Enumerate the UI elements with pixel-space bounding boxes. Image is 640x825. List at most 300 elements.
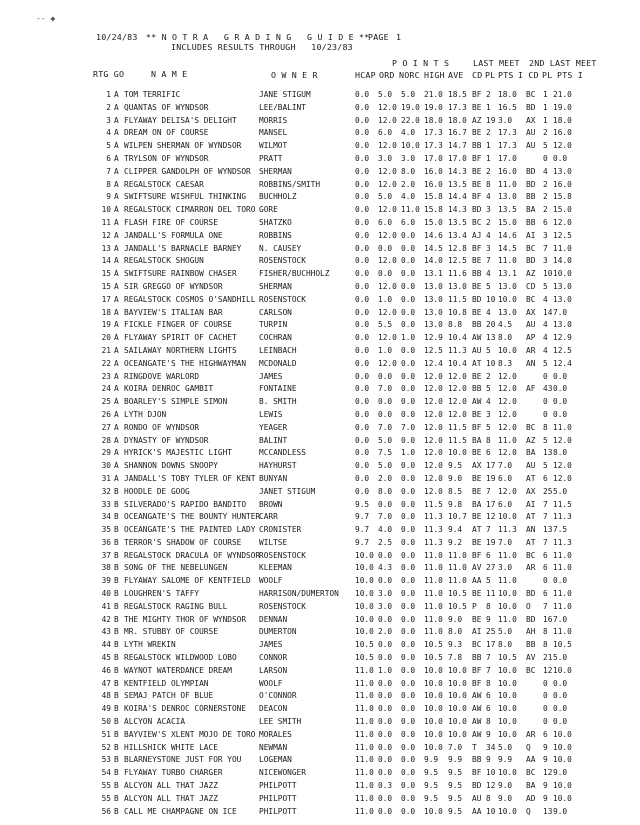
row-rank: 27 (101, 422, 111, 432)
points-heading: P O I N T S (392, 58, 450, 68)
row-name: SIR GREGGO OF WYNDSOR (124, 281, 223, 291)
row-norc: 0.0 (401, 269, 416, 279)
row-owner: B. SMITH (259, 397, 297, 407)
row-owner: TURPIN (259, 320, 288, 330)
row-second-meet-cd: BB (526, 192, 536, 202)
row-rank: 31 (101, 473, 111, 483)
col-pl2: PL (542, 70, 553, 80)
row-group: B (114, 781, 119, 791)
row-ave: 17.0 (448, 153, 467, 163)
row-last-meet-pl: 9 (486, 755, 491, 765)
row-second-meet-pl: 6 (543, 589, 548, 599)
row-hcap: 0.0 (355, 448, 370, 458)
row-last-meet-pl: 1 (486, 141, 491, 151)
row-second-meet-pl: 7 (543, 537, 548, 547)
row-name: FICKLE FINGER OF COURSE (124, 320, 232, 330)
row-group: A (114, 141, 119, 151)
row-ord: 0.0 (378, 371, 393, 381)
row-second-meet-pts: 0.0 (553, 704, 568, 714)
row-second-meet-pts: 14.0 (553, 256, 572, 266)
row-second-meet-pts: 10.5 (553, 640, 572, 650)
row-norc: 0.0 (401, 320, 416, 330)
row-second-meet-pl: 14 (543, 307, 553, 317)
row-rank: 34 (101, 512, 111, 522)
row-owner: MORALES (259, 729, 292, 739)
table-row (0, 666, 640, 679)
row-name: BAYVIEW'S XLENT MOJO DE TORO (124, 729, 256, 739)
row-hcap: 11.0 (355, 704, 374, 714)
row-last-meet-cd: AJ (472, 230, 482, 240)
row-ave: 7.8 (448, 653, 463, 663)
row-high: 10.0 (424, 665, 443, 675)
row-rank: 49 (101, 704, 111, 714)
row-last-meet-pl: 12 (486, 512, 496, 522)
table-row (0, 244, 640, 257)
row-last-meet-pl: 19 (486, 473, 496, 483)
row-last-meet-pl: 2 (486, 128, 491, 138)
row-group: B (114, 665, 119, 675)
row-hcap: 0.0 (355, 345, 370, 355)
row-high: 11.0 (424, 589, 443, 599)
row-ord: 0.0 (378, 729, 393, 739)
row-group: B (114, 627, 119, 637)
row-second-meet-pts: 13.0 (553, 281, 572, 291)
row-rank: 21 (101, 345, 111, 355)
row-ord: 0.3 (378, 781, 393, 791)
row-name: SWIFTSURE WISHFUL THINKING (124, 192, 247, 202)
row-last-meet-pl: 9 (486, 614, 491, 624)
row-high: 12.0 (424, 397, 443, 407)
row-second-meet-cd: BA (526, 448, 536, 458)
row-ave: 11.5 (448, 435, 467, 445)
last-meet-heading: LAST MEET (473, 58, 520, 68)
row-hcap: 9.5 (355, 499, 370, 509)
table-row (0, 461, 640, 474)
row-high: 9.5 (424, 781, 439, 791)
row-high: 12.5 (424, 345, 443, 355)
row-group: B (114, 537, 119, 547)
row-ord: 5.0 (378, 192, 393, 202)
row-group: B (114, 614, 119, 624)
row-group: B (114, 678, 119, 688)
row-group: A (114, 473, 119, 483)
row-last-meet-pts: 12.0 (498, 422, 517, 432)
row-owner: SHERMAN (259, 166, 292, 176)
row-hcap: 0.0 (355, 90, 370, 99)
row-second-meet-pl: 5 (543, 141, 548, 151)
row-last-meet-pts: 10.0 (498, 512, 517, 522)
row-second-meet-pts: 12.0 (553, 141, 572, 151)
row-hcap: 11.0 (355, 781, 374, 791)
row-last-meet-pl: 12 (486, 781, 496, 791)
row-owner: BUCHHOLZ (259, 192, 297, 202)
row-ave: 10.5 (448, 589, 467, 599)
row-last-meet-cd: T (472, 742, 477, 752)
row-group: B (114, 640, 119, 650)
row-hcap: 10.5 (355, 640, 374, 650)
table-row (0, 563, 640, 576)
row-second-meet-pl: 0 (543, 678, 548, 688)
row-last-meet-pl: 8 (486, 435, 491, 445)
row-norc: 4.0 (401, 192, 416, 202)
row-group: B (114, 601, 119, 611)
row-owner: PHILPOTT (259, 781, 297, 791)
row-ave: 12.0 (448, 409, 467, 419)
row-ord: 6.0 (378, 128, 393, 138)
row-second-meet-cd: BD (526, 179, 536, 189)
row-last-meet-cd: BB (472, 320, 482, 330)
row-second-meet-pl: 21 (543, 653, 553, 663)
table-row (0, 743, 640, 756)
table-row (0, 691, 640, 704)
row-high: 9.5 (424, 793, 439, 803)
row-group: B (114, 563, 119, 573)
row-last-meet-pts: 13.0 (498, 307, 517, 317)
row-second-meet-cd: AR (526, 729, 536, 739)
row-high: 17.3 (424, 141, 443, 151)
row-second-meet-pl: 4 (543, 166, 548, 176)
row-hcap: 11.0 (355, 755, 374, 765)
row-second-meet-pl: 1 (543, 115, 548, 125)
page-label: PAGE (368, 32, 389, 42)
row-owner: JANE STIGUM (259, 90, 311, 99)
row-group: A (114, 384, 119, 394)
table-row (0, 474, 640, 487)
row-name: BOARLEY'S SIMPLE SIMON (124, 397, 228, 407)
row-last-meet-pl: 6 (486, 704, 491, 714)
row-last-meet-cd: BA (472, 435, 482, 445)
row-last-meet-cd: BE (472, 256, 482, 266)
row-last-meet-cd: AU (472, 793, 482, 803)
table-row (0, 218, 640, 231)
row-hcap: 0.0 (355, 384, 370, 394)
row-ord: 12.0 (378, 281, 397, 291)
row-rank: 33 (101, 499, 111, 509)
row-ave: 13.5 (448, 179, 467, 189)
row-norc: 0.0 (401, 640, 416, 650)
row-owner: WILTSE (259, 537, 288, 547)
row-norc: 0.0 (401, 742, 416, 752)
row-ord: 4.3 (378, 563, 393, 573)
row-second-meet-pts: 0.0 (553, 153, 568, 163)
row-second-meet-pts: 11.0 (553, 243, 572, 253)
row-owner: HARRISON/DUMERTON (259, 589, 339, 599)
row-ord: 12.0 (378, 166, 397, 176)
row-second-meet-pts: 13.0 (553, 294, 572, 304)
row-high: 14.0 (424, 256, 443, 266)
report-subtitle: INCLUDES RESULTS THROUGH 10/23/83 (171, 42, 353, 52)
row-last-meet-pts: 11.0 (498, 576, 517, 586)
row-norc: 0.0 (401, 525, 416, 535)
row-name: REGALSTOCK COSMOS O'SANDHILL (124, 294, 256, 304)
row-last-meet-pts: 10.0 (498, 294, 517, 304)
row-last-meet-cd: BE (472, 409, 482, 419)
row-ave: 9.5 (448, 461, 463, 471)
second-last-meet-heading: 2ND LAST MEET (529, 58, 597, 68)
row-norc: 0.0 (401, 691, 416, 701)
table-row (0, 308, 640, 321)
row-ord: 0.0 (378, 717, 393, 727)
row-norc: 8.0 (401, 166, 416, 176)
row-last-meet-cd: BE (472, 102, 482, 112)
row-hcap: 10.0 (355, 614, 374, 624)
table-row (0, 103, 640, 116)
row-norc: 0.0 (401, 678, 416, 688)
row-name: WILPEN SHERMAN OF WYNDSOR (124, 141, 242, 151)
row-last-meet-pl: 7 (486, 486, 491, 496)
row-name: LYTH WREKIN (124, 640, 176, 650)
row-rank: 5 (106, 141, 111, 151)
row-norc: 3.0 (401, 153, 416, 163)
row-group: A (114, 166, 119, 176)
row-second-meet-pts: 11.0 (553, 601, 572, 611)
row-second-meet-pl: 8 (543, 640, 548, 650)
row-second-meet-pts: 9.0 (553, 768, 568, 778)
row-group: A (114, 205, 119, 215)
row-ave: 10.0 (448, 717, 467, 727)
table-row (0, 640, 640, 653)
row-ord: 4.0 (378, 525, 393, 535)
table-row (0, 333, 640, 346)
row-second-meet-pts: 12.0 (553, 461, 572, 471)
table-row (0, 538, 640, 551)
row-second-meet-pl: 9 (543, 742, 548, 752)
row-ord: 12.0 (378, 205, 397, 215)
row-owner: FONTAINE (259, 384, 297, 394)
row-group: A (114, 256, 119, 266)
row-ord: 0.0 (378, 397, 393, 407)
row-name: JANDALL'S FORMULA ONE (124, 230, 223, 240)
row-name: REGALSTOCK SHOGUN (124, 256, 204, 266)
row-last-meet-cd: AU (472, 345, 482, 355)
row-ord: 0.0 (378, 499, 393, 509)
row-norc: 0.0 (401, 793, 416, 803)
row-last-meet-pts: 10.0 (498, 345, 517, 355)
row-second-meet-pl: 5 (543, 358, 548, 368)
row-name: HYRICK'S MAJESTIC LIGHT (124, 448, 232, 458)
row-second-meet-pl: 3 (543, 230, 548, 240)
row-ave: 9.9 (448, 755, 463, 765)
row-second-meet-cd: AF (526, 384, 536, 394)
row-second-meet-pl: 0 (543, 717, 548, 727)
row-hcap: 11.0 (355, 806, 374, 816)
row-second-meet-pl: 7 (543, 601, 548, 611)
row-ord: 0.0 (378, 806, 393, 816)
row-hcap: 0.0 (355, 461, 370, 471)
row-high: 10.0 (424, 678, 443, 688)
report-title: ** N O T R A G R A D I N G G U I D E ** (146, 32, 370, 42)
row-ave: 10.7 (448, 512, 467, 522)
row-owner: DENNAN (259, 614, 288, 624)
row-ord: 1.0 (378, 345, 393, 355)
row-last-meet-pts: 12.0 (498, 409, 517, 419)
row-rank: 46 (101, 665, 111, 675)
row-name: SILVERADO'S RAPIDO BANDITO (124, 499, 247, 509)
table-row (0, 781, 640, 794)
row-ave: 12.0 (448, 371, 467, 381)
row-last-meet-pts: 10.5 (498, 653, 517, 663)
row-hcap: 0.0 (355, 397, 370, 407)
row-ord: 12.0 (378, 102, 397, 112)
row-norc: 0.0 (401, 550, 416, 560)
row-last-meet-pl: 17 (486, 640, 496, 650)
row-ord: 0.0 (378, 243, 393, 253)
row-owner: MCDONALD (259, 358, 297, 368)
row-last-meet-pts: 10.0 (498, 704, 517, 714)
row-last-meet-pts: 6.0 (498, 473, 513, 483)
row-second-meet-cd: BC (526, 243, 536, 253)
row-last-meet-pts: 12.0 (498, 371, 517, 381)
row-rank: 14 (101, 256, 111, 266)
row-last-meet-pl: 34 (486, 742, 496, 752)
row-norc: 11.0 (401, 205, 420, 215)
row-rank: 8 (106, 179, 111, 189)
row-last-meet-pl: 5 (486, 422, 491, 432)
row-norc: 2.0 (401, 179, 416, 189)
row-last-meet-pts: 12.0 (498, 448, 517, 458)
row-norc: 0.0 (401, 755, 416, 765)
row-last-meet-pts: 10.0 (498, 806, 517, 816)
row-second-meet-pl: 6 (543, 217, 548, 227)
row-second-meet-pl: 5 (543, 435, 548, 445)
row-second-meet-pl: 2 (543, 128, 548, 138)
row-second-meet-cd: BA (526, 205, 536, 215)
row-rank: 47 (101, 678, 111, 688)
row-second-meet-cd: AU (526, 141, 536, 151)
row-norc: 0.0 (401, 230, 416, 240)
row-last-meet-cd: BC (472, 640, 482, 650)
table-row (0, 90, 640, 103)
row-name: TRYLSON OF WYNDSOR (124, 153, 209, 163)
row-last-meet-pl: 13 (486, 333, 496, 343)
row-second-meet-pts: 18.0 (553, 115, 572, 125)
row-last-meet-cd: AV (472, 563, 482, 573)
row-high: 17.0 (424, 153, 443, 163)
row-second-meet-pts: 10.0 (553, 742, 572, 752)
row-second-meet-pts: 12.0 (553, 217, 572, 227)
row-last-meet-pts: 14.5 (498, 243, 517, 253)
row-owner: BALINT (259, 435, 288, 445)
row-high: 11.0 (424, 550, 443, 560)
row-ord: 1.0 (378, 665, 393, 675)
row-rank: 51 (101, 729, 111, 739)
row-second-meet-cd: AH (526, 627, 536, 637)
row-last-meet-pts: 9.0 (498, 781, 513, 791)
row-group: B (114, 768, 119, 778)
row-last-meet-pts: 10.0 (498, 768, 517, 778)
row-owner: ROBBINS (259, 230, 292, 240)
row-second-meet-pts: 7.0 (553, 307, 568, 317)
row-last-meet-pts: 17.3 (498, 128, 517, 138)
row-last-meet-cd: AT (472, 358, 482, 368)
row-second-meet-pl: 7 (543, 243, 548, 253)
row-name: SAILAWAY NORTHERN LIGHTS (124, 345, 237, 355)
row-ave: 10.0 (448, 691, 467, 701)
row-last-meet-cd: BE (472, 614, 482, 624)
row-rank: 20 (101, 333, 111, 343)
row-second-meet-pl: 1 (543, 90, 548, 99)
row-owner: PHILPOTT (259, 793, 297, 803)
row-rank: 2 (106, 102, 111, 112)
row-group: A (114, 345, 119, 355)
row-hcap: 11.0 (355, 768, 374, 778)
row-group: A (114, 153, 119, 163)
row-second-meet-pts: 10.0 (553, 793, 572, 803)
row-second-meet-pl: 25 (543, 486, 553, 496)
row-second-meet-pts: 11.0 (553, 422, 572, 432)
row-owner: MORRIS (259, 115, 288, 125)
row-owner: GORE (259, 205, 278, 215)
row-second-meet-pl: 0 (543, 153, 548, 163)
row-last-meet-pl: 20 (486, 320, 496, 330)
row-last-meet-pts: 8.3 (498, 358, 513, 368)
row-high: 11.0 (424, 576, 443, 586)
table-row (0, 448, 640, 461)
row-group: A (114, 230, 119, 240)
table-row (0, 589, 640, 602)
row-last-meet-cd: BF (472, 90, 482, 99)
row-owner: ROSENSTOCK (259, 294, 306, 304)
row-rank: 52 (101, 742, 111, 752)
row-name: RONDO OF WYNDSOR (124, 422, 200, 432)
row-hcap: 0.0 (355, 256, 370, 266)
row-name: QUANTAS OF WYNDSOR (124, 102, 209, 112)
row-ave: 9.4 (448, 525, 463, 535)
row-owner: ROSENSTOCK (259, 256, 306, 266)
row-second-meet-pts: 11.5 (553, 499, 572, 509)
row-second-meet-cd: AZ (526, 435, 536, 445)
row-name: RINGDOVE WARLORD (124, 371, 200, 381)
row-ord: 3.0 (378, 601, 393, 611)
row-hcap: 0.0 (355, 473, 370, 483)
row-high: 11.3 (424, 512, 443, 522)
row-second-meet-cd: AD (526, 793, 536, 803)
row-last-meet-pl: 4 (486, 269, 491, 279)
row-hcap: 11.0 (355, 793, 374, 803)
table-row (0, 615, 640, 628)
row-rank: 9 (106, 192, 111, 202)
row-second-meet-pts: 0.0 (553, 371, 568, 381)
row-rank: 44 (101, 640, 111, 650)
row-last-meet-pts: 10.0 (498, 717, 517, 727)
row-second-meet-cd: AA (526, 755, 536, 765)
row-group: A (114, 409, 119, 419)
row-norc: 0.0 (401, 665, 416, 675)
row-second-meet-pl: 6 (543, 729, 548, 739)
row-owner: HAYHURST (259, 461, 297, 471)
row-ord: 0.0 (378, 793, 393, 803)
row-last-meet-pts: 11.0 (498, 179, 517, 189)
row-name: FLYAWAY SPIRIT OF CACHET (124, 333, 237, 343)
row-last-meet-cd: BE (472, 179, 482, 189)
row-norc: 0.0 (401, 397, 416, 407)
row-rank: 32 (101, 486, 111, 496)
row-last-meet-pl: 25 (486, 627, 496, 637)
row-last-meet-cd: BE (472, 371, 482, 381)
row-second-meet-pts: 0.0 (553, 678, 568, 688)
row-high: 12.0 (424, 448, 443, 458)
row-second-meet-cd: AX (526, 486, 536, 496)
row-hcap: 0.0 (355, 422, 370, 432)
row-second-meet-pl: 43 (543, 384, 553, 394)
row-high: 11.0 (424, 614, 443, 624)
row-last-meet-pl: 8 (486, 678, 491, 688)
row-ord: 12.0 (378, 256, 397, 266)
row-last-meet-pts: 5.0 (498, 742, 513, 752)
row-group: A (114, 435, 119, 445)
row-last-meet-pts: 10.0 (498, 601, 517, 611)
row-owner: JAMES (259, 371, 283, 381)
